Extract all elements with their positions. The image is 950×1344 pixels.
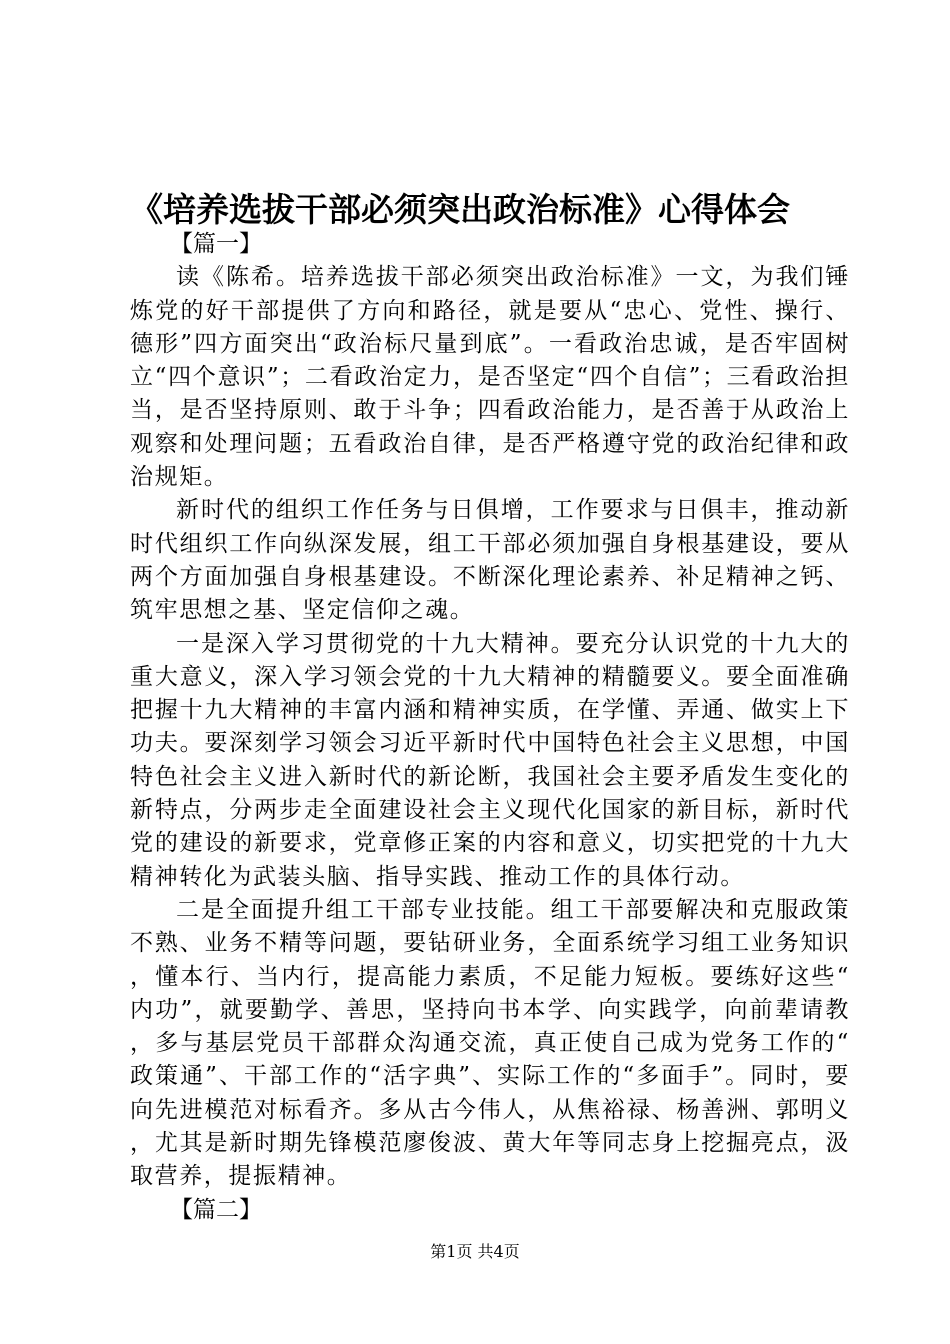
paragraph-4: 二是全面提升组工干部专业技能。组工干部要解决和克服政策不熟、业务不精等问题，要钻研业务，全面系统学习组工业务知识，懂本行、当内行，提高能力素质，不足能力短板。要练好这些“内功”，就要勤学、善思，坚持向书本学、向实践学，向前辈请教，多与基层党员干部群众沟通交流，真正使自己成为党务工作的“政策通”、干部工作的“活字典”、实际工作的“多面手”。同时，要向先进模范对标看齐。多从古今伟人，从焦裕禄、杨善洲、郭明义，尤其是新时期先锋模范廖俊波、黄大年等同志身上挖掘亮点，汲取营养，提振精神。 [130,896,850,1190]
section-label-1: 【篇一】 [170,231,262,257]
document-body [130,228,850,1227]
document-title: 《培养选拔干部必须突出政治标准》心得体会 [130,190,790,229]
section-label-2: 【篇二】 [170,1196,262,1223]
page-footer: 第1页 共4页 [430,1242,520,1261]
paragraph-3: 一是深入学习贯彻党的十九大精神。要充分认识党的十九大的重大意义，深入学习领会党的十九大精神的精髓要义。要全面准确把握十九大精神的丰富内涵和精神实质，在学懂、弄通、做实上下功夫。要深刻学习领会习近平新时代中国特色社会主义思想，中国特色社会主义进入新时代的新论断，我国社会主要矛盾发生变化的新特点，分两步走全面建设社会主义现代化国家的新目标，新时代党的建设的新要求，党章修正案的内容和意义，切实把党的十九大精神转化为武装头脑、指导实践、推动工作的具体行动。 [130,630,850,890]
paragraph-2: 新时代的组织工作任务与日俱增，工作要求与日俱丰，推动新时代组织工作向纵深发展，组工干部必须加强自身根基建设，要从两个方面加强自身根基建设。不断深化理论素养、补足精神之钙、筑牢思想之基、坚定信仰之魂。 [130,497,850,624]
paragraph-1: 读《陈希。培养选拔干部必须突出政治标准》一文，为我们锤炼党的好干部提供了方向和路径，就是要从“忠心、党性、操行、德形”四方面突出“政治标尺量到底”。一看政治忠诚，是否牢固树立“四个意识”；二看政治定力，是否坚定“四个自信”；三看政治担当，是否坚持原则、敢于斗争；四看政治能力，是否善于从政治上观察和处理问题；五看政治自律，是否严格遵守党的政治纪律和政治规矩。 [130,264,850,491]
